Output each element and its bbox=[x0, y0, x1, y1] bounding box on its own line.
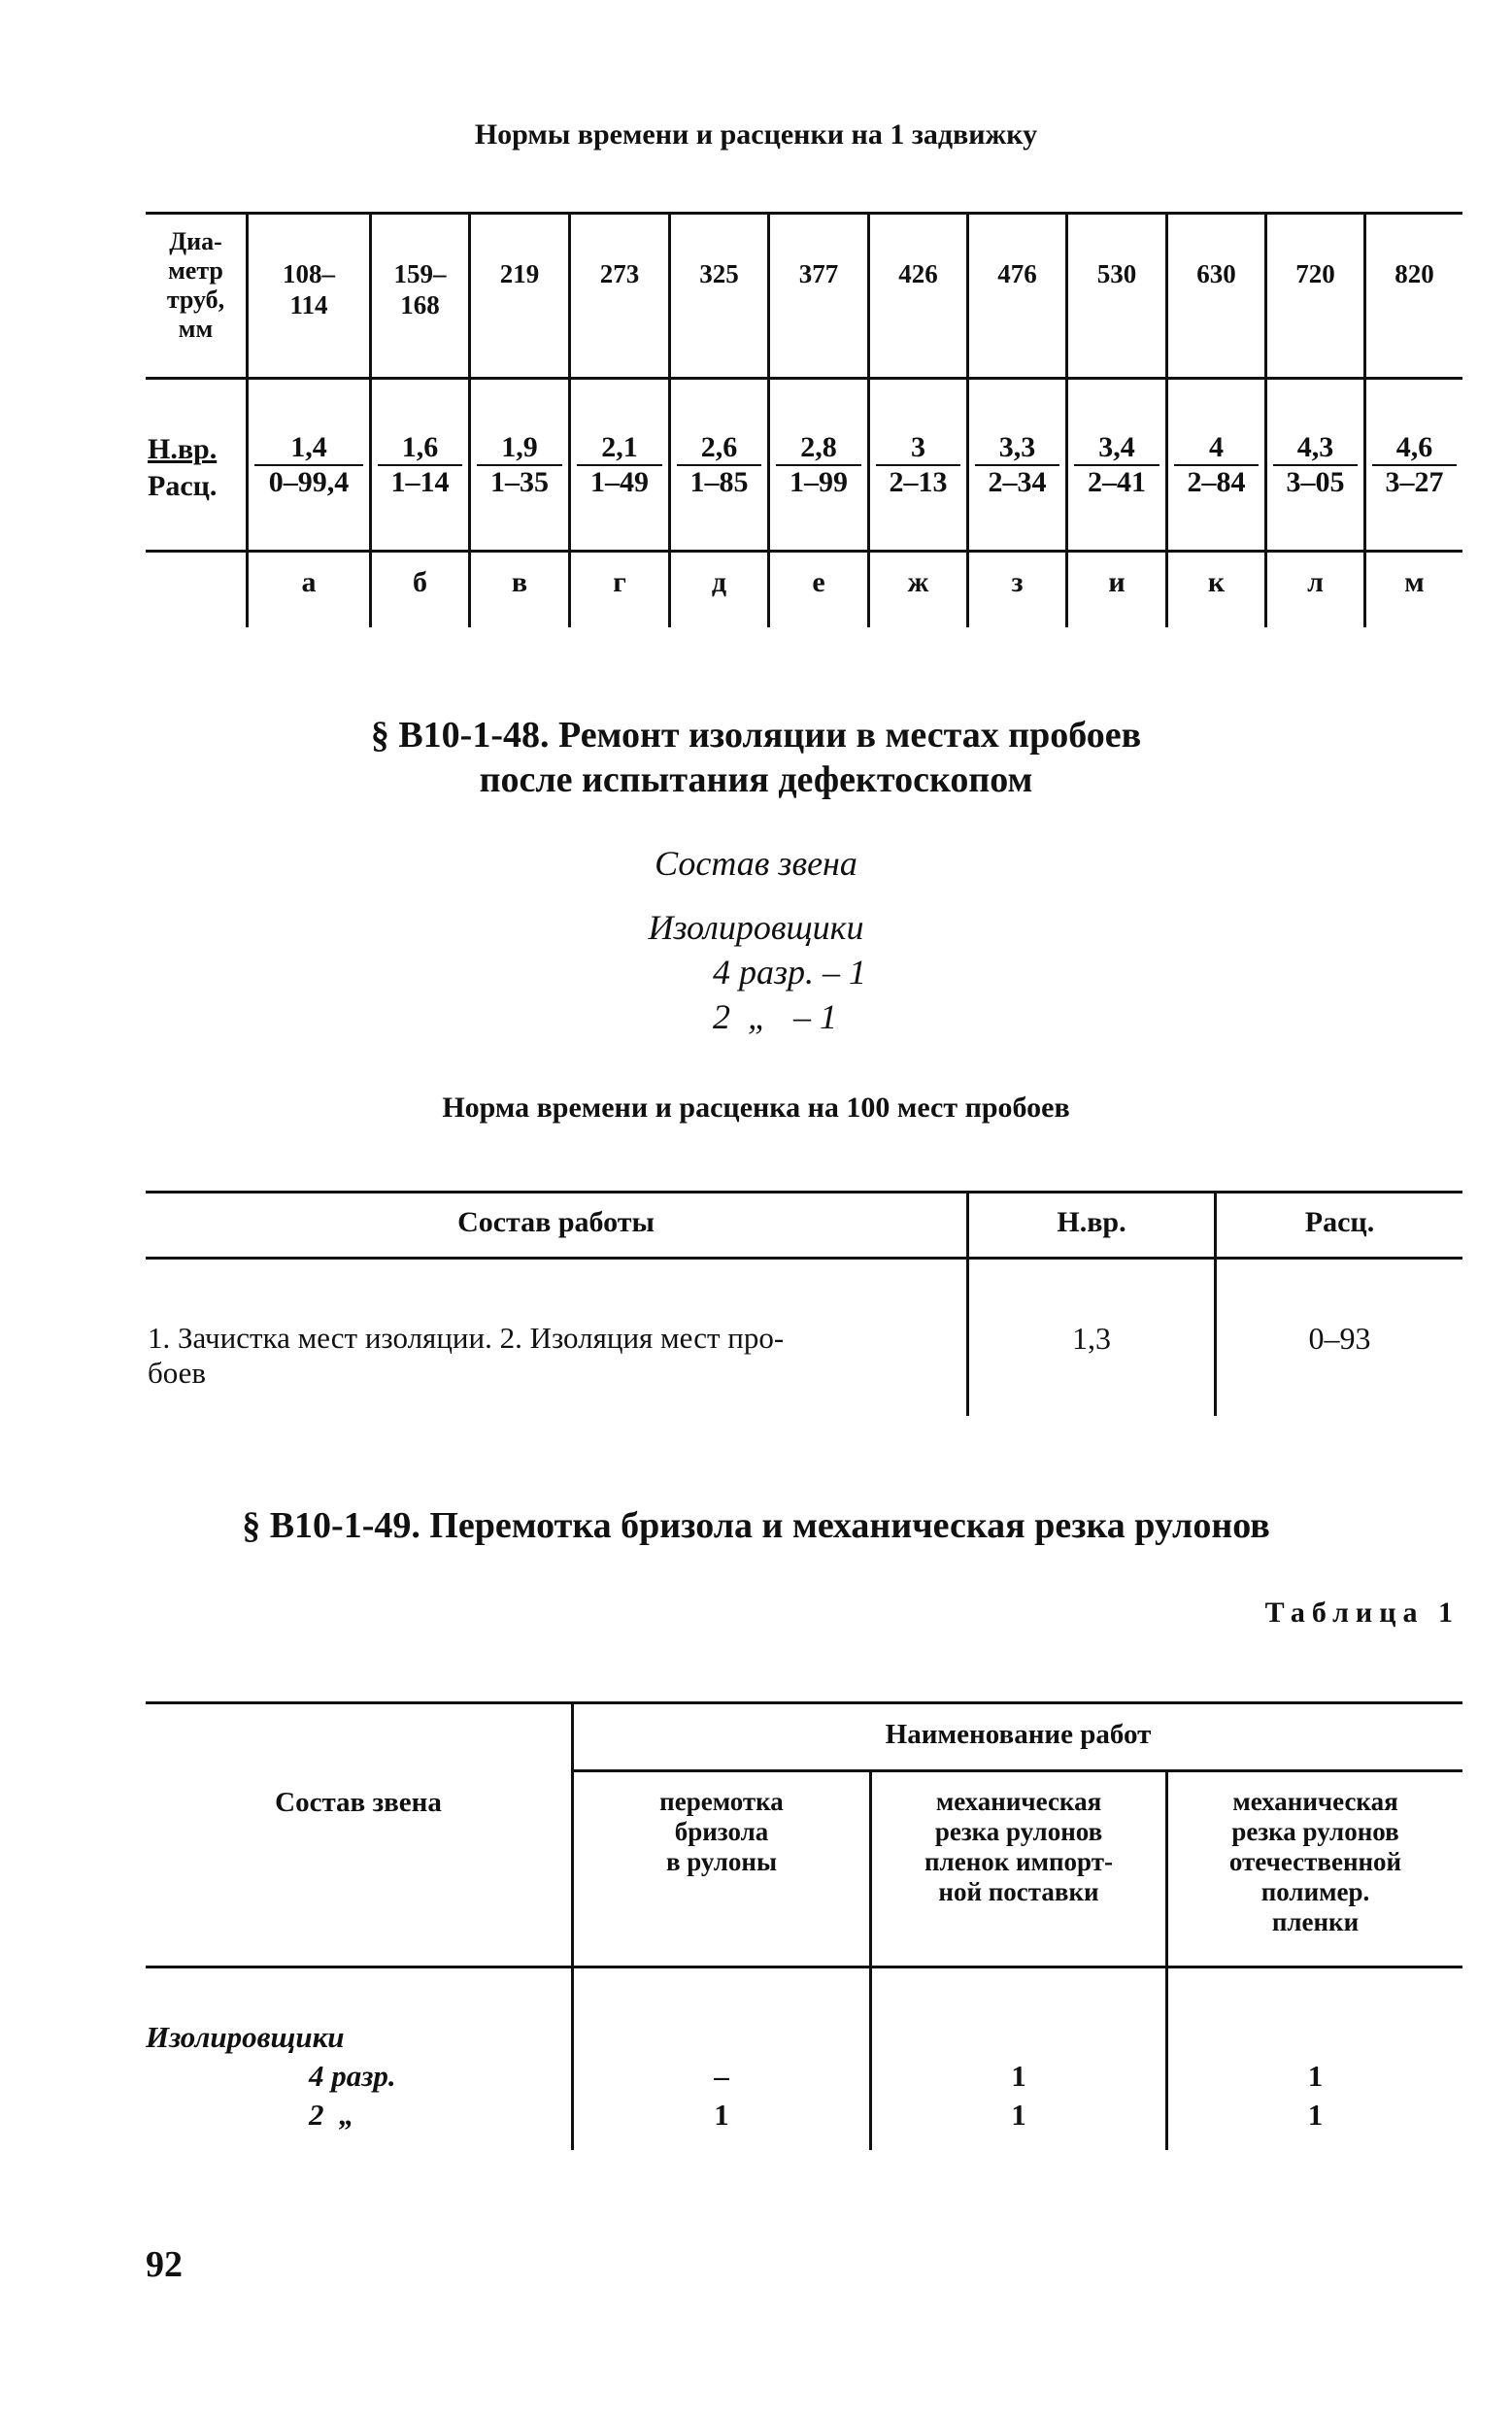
cell-rewinding-grade4: – bbox=[714, 2059, 729, 2093]
cell-domestic-grade4: 1 bbox=[1307, 2059, 1324, 2093]
diameter-cell bbox=[1068, 258, 1165, 289]
rate-value: 2–34 bbox=[988, 466, 1047, 498]
column-letter: д bbox=[711, 566, 727, 598]
col-header-line: отечественной bbox=[1228, 1847, 1402, 1876]
section49-title: § В10-1-49. Перемотка бризола и механическая резка рулонов bbox=[242, 1505, 1270, 1546]
norm-rate-cell bbox=[671, 431, 767, 499]
diameter-line: 159– bbox=[393, 259, 447, 288]
work-description bbox=[148, 1321, 784, 1391]
table-label: Таблица 1 bbox=[1264, 1597, 1460, 1629]
diameter-cell bbox=[870, 258, 966, 289]
col-header-line: бризола bbox=[674, 1817, 769, 1846]
rate-value: 1–85 bbox=[689, 466, 749, 498]
norm-value: 3 bbox=[911, 431, 925, 463]
norm-value: 1,3 bbox=[1072, 1321, 1111, 1356]
col-header-norm: Н.вр. bbox=[1057, 1206, 1126, 1238]
col-header-group: Наименование работ bbox=[885, 1719, 1152, 1750]
row-header-diameter-line: труб, bbox=[166, 286, 225, 314]
diameter-line: 114 bbox=[289, 290, 328, 319]
rate-value: 2–41 bbox=[1088, 466, 1146, 498]
column-letter: к bbox=[1207, 566, 1226, 598]
norm-value: 3,3 bbox=[998, 431, 1036, 463]
norm-value: 2,1 bbox=[601, 431, 638, 463]
rate-value: 1–99 bbox=[790, 466, 848, 498]
norm-rate-cell bbox=[249, 431, 369, 499]
norm-rate-cell bbox=[372, 431, 468, 499]
norm-rate-cell bbox=[1267, 431, 1363, 499]
col-header-line: в рулоны bbox=[665, 1847, 778, 1876]
diameter-line: 168 bbox=[400, 290, 440, 319]
column-letter: м bbox=[1404, 566, 1425, 598]
row-header-rate: Расц. bbox=[148, 470, 218, 502]
col-header-work: Состав работы bbox=[457, 1206, 655, 1238]
rate-value: 1–14 bbox=[390, 466, 450, 498]
rate-value: 3–27 bbox=[1385, 466, 1444, 498]
row-header-diameter-line: Диа- bbox=[169, 227, 222, 255]
norm-value: 2,6 bbox=[700, 431, 738, 463]
diameter-line: 377 bbox=[798, 259, 839, 288]
rate-value: 0–93 bbox=[1308, 1321, 1371, 1356]
diameter-cell bbox=[471, 258, 568, 289]
table1-caption: Нормы времени и расценки на 1 задвижку bbox=[474, 118, 1038, 151]
rate-value: 2–84 bbox=[1187, 466, 1246, 498]
cell-import-grade2: 1 bbox=[1011, 2098, 1026, 2132]
row-header-diameter-line: метр bbox=[168, 256, 223, 285]
col-header-line: пленок импорт- bbox=[924, 1847, 1113, 1876]
col-header-crew: Состав звена bbox=[275, 1787, 442, 1818]
norm-value: 1,9 bbox=[501, 431, 538, 463]
diameter-cell bbox=[969, 258, 1065, 289]
norm-value: 3,4 bbox=[1098, 431, 1135, 463]
column-letter: з bbox=[1011, 566, 1024, 598]
section48-title-line2: после испытания дефектоскопом bbox=[479, 759, 1033, 800]
norm-rate-cell bbox=[1366, 431, 1462, 499]
diameter-line: 426 bbox=[898, 259, 938, 288]
column-letter: л bbox=[1307, 566, 1324, 598]
crew-role: Изолировщики bbox=[648, 908, 864, 947]
norm-rate-cell bbox=[870, 431, 966, 499]
cell-domestic-grade2: 1 bbox=[1307, 2098, 1324, 2132]
crew-grade-2: 2 „ – 1 bbox=[713, 997, 838, 1036]
diameter-cell bbox=[1267, 258, 1363, 289]
row-header-norm-label: Н.вр. bbox=[148, 433, 218, 465]
rate-value: 0–99,4 bbox=[268, 466, 350, 498]
section48-title-line1: § В10-1-48. Ремонт изоляции в местах пробоев bbox=[370, 715, 1142, 756]
norm-value: 4 bbox=[1209, 431, 1224, 463]
norm-rate-cell bbox=[770, 431, 867, 499]
diameter-line: 325 bbox=[699, 259, 739, 288]
col-header-line: полимер. bbox=[1260, 1877, 1370, 1906]
crew-grade-4-label: 4 разр. bbox=[309, 2059, 396, 2093]
column-letter: г bbox=[613, 566, 626, 598]
crew-grade-4: 4 разр. – 1 bbox=[713, 953, 867, 992]
row-header-diameter bbox=[146, 227, 246, 344]
crew-role-label: Изолировщики bbox=[146, 2020, 345, 2054]
work-description-line: боев bbox=[148, 1356, 207, 1390]
page-number: 92 bbox=[146, 2244, 183, 2285]
work-description-line: 1. Зачистка мест изоляции. 2. Изоляция мест про- bbox=[148, 1321, 785, 1355]
cell-rewinding-grade2: 1 bbox=[714, 2098, 729, 2132]
diameter-cell bbox=[671, 258, 767, 289]
norm-value: 1,6 bbox=[401, 431, 439, 463]
column-letter: и bbox=[1108, 566, 1126, 598]
diameter-cell bbox=[372, 258, 468, 320]
col-header-line: резка рулонов bbox=[1231, 1817, 1399, 1846]
diameter-line: 108– bbox=[283, 259, 335, 288]
diameter-line: 820 bbox=[1394, 259, 1434, 288]
col-header-domestic-cutting bbox=[1168, 1787, 1462, 1937]
col-header-rewinding bbox=[574, 1787, 869, 1877]
diameter-line: 273 bbox=[599, 259, 640, 288]
column-letter: а bbox=[301, 566, 317, 598]
norm-value: 1,4 bbox=[290, 431, 327, 463]
diameter-line: 530 bbox=[1096, 259, 1137, 288]
diameter-cell bbox=[1168, 258, 1264, 289]
row-header-norm bbox=[148, 433, 217, 466]
norm-rate-cell bbox=[969, 431, 1065, 499]
column-letter: б bbox=[413, 566, 427, 598]
diameter-line: 630 bbox=[1196, 259, 1236, 288]
norm-rate-cell bbox=[1168, 431, 1264, 499]
rate-value: 1–49 bbox=[590, 466, 649, 498]
diameter-line: 720 bbox=[1295, 259, 1335, 288]
col-header-line: резка рулонов bbox=[934, 1817, 1103, 1846]
column-letter: в bbox=[511, 566, 528, 598]
column-letter: ж bbox=[907, 566, 929, 598]
diameter-cell bbox=[770, 258, 867, 289]
row-header-diameter-line: мм bbox=[178, 315, 214, 343]
diameter-line: 476 bbox=[997, 259, 1037, 288]
col-header-import-cutting bbox=[872, 1787, 1165, 1907]
rate-value: 2–13 bbox=[889, 466, 948, 498]
rate-value: 1–35 bbox=[490, 466, 549, 498]
col-header-rate: Расц. bbox=[1304, 1206, 1375, 1238]
col-header-line: механическая bbox=[935, 1787, 1102, 1816]
norm-value: 4,6 bbox=[1395, 431, 1433, 463]
norm-value: 4,3 bbox=[1296, 431, 1334, 463]
diameter-cell bbox=[1366, 258, 1462, 289]
col-header-line: пленки bbox=[1271, 1907, 1360, 1936]
section48-table-caption: Норма времени и расценка на 100 мест пробоев bbox=[442, 1092, 1070, 1124]
norm-value: 2,8 bbox=[800, 431, 837, 463]
cell-import-grade4: 1 bbox=[1011, 2059, 1026, 2093]
diameter-cell bbox=[571, 258, 668, 289]
rate-value: 3–05 bbox=[1286, 466, 1345, 498]
diameter-cell bbox=[249, 258, 369, 320]
crew-grade-2-label: 2 „ bbox=[309, 2098, 354, 2132]
norm-rate-cell bbox=[471, 431, 568, 499]
col-header-line: механическая bbox=[1232, 1787, 1398, 1816]
norm-rate-cell bbox=[571, 431, 668, 499]
col-header-line: перемотка bbox=[659, 1787, 784, 1816]
diameter-line: 219 bbox=[499, 259, 540, 288]
norm-rate-cell bbox=[1068, 431, 1165, 499]
col-header-line: ной поставки bbox=[938, 1877, 1099, 1906]
column-letter: е bbox=[812, 566, 825, 598]
crew-title: Состав звена bbox=[655, 844, 857, 883]
